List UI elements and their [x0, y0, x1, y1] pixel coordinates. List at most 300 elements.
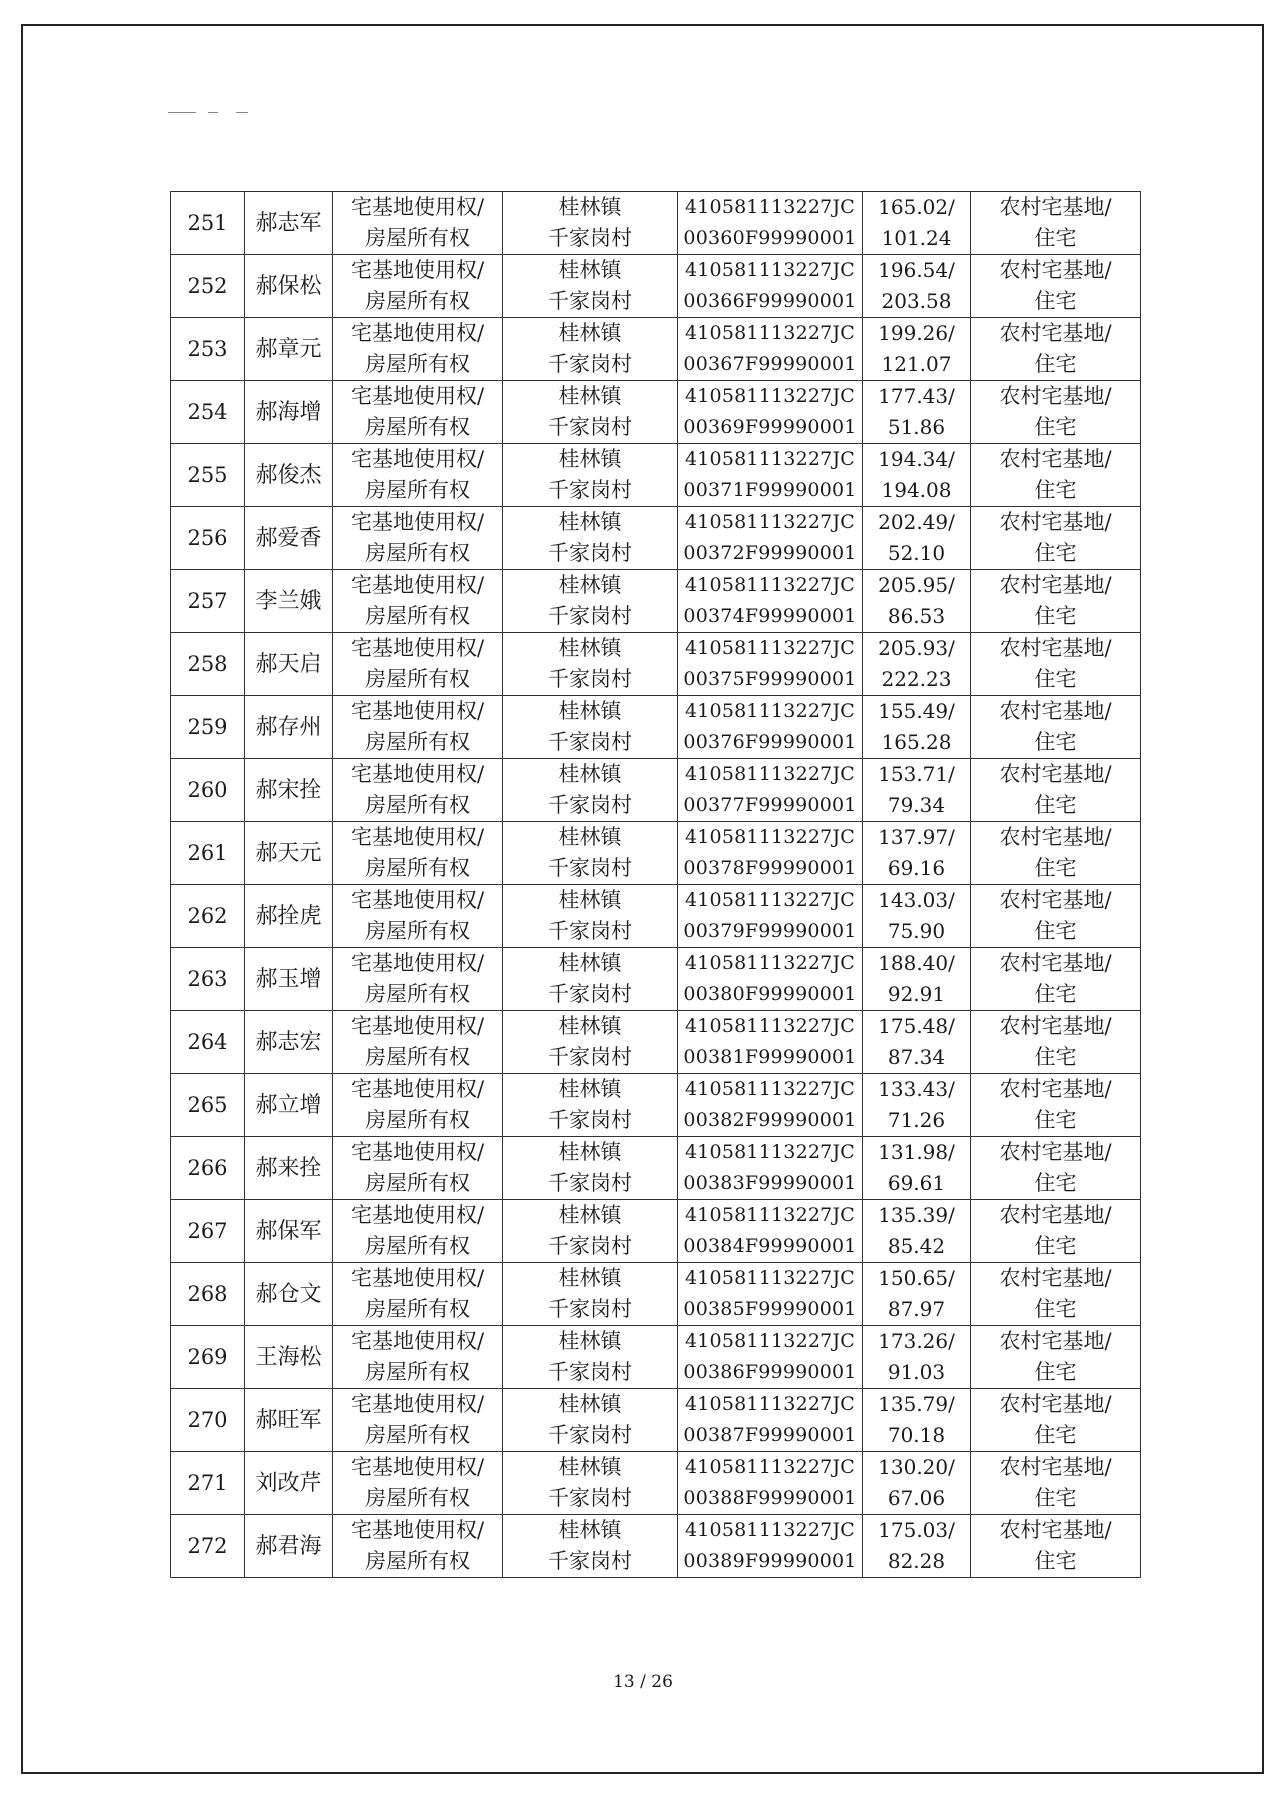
unit-code-line: 410581113227JC [684, 1015, 855, 1037]
usage-line: 农村宅基地/ [999, 195, 1112, 219]
unit-code-line: 410581113227JC [684, 448, 855, 470]
area-cell [863, 696, 971, 759]
location-line: 千家岗村 [548, 982, 632, 1006]
area-line: 175.48/ [878, 1014, 955, 1038]
area-line: 87.97 [887, 1297, 946, 1321]
location-line: 桂林镇 [558, 510, 622, 534]
location-line: 桂林镇 [558, 447, 622, 471]
table-row [171, 1200, 1141, 1263]
table-row [171, 948, 1141, 1011]
location-cell [503, 1515, 678, 1578]
unit-code-line: 00387F99990001 [683, 1424, 857, 1446]
owner-name-cell: 郝志军 [245, 192, 333, 255]
area-line: 135.79/ [878, 1392, 955, 1416]
unit-code-line: 410581113227JC [684, 511, 855, 533]
usage-line: 农村宅基地/ [999, 447, 1112, 471]
location-line: 桂林镇 [558, 573, 622, 597]
owner-name-cell: 郝拴虎 [245, 885, 333, 948]
usage-cell [971, 1137, 1141, 1200]
area-line: 175.03/ [878, 1518, 955, 1542]
location-line: 桂林镇 [558, 1140, 622, 1164]
right-type-line: 房屋所有权 [365, 667, 470, 691]
usage-line: 住宅 [1034, 415, 1077, 439]
usage-cell [971, 948, 1141, 1011]
record-number-cell: 252 [171, 255, 245, 318]
area-line: 177.43/ [878, 384, 955, 408]
right-type-line: 房屋所有权 [365, 1360, 470, 1384]
unit-code-line: 410581113227JC [684, 952, 855, 974]
right-type-line: 房屋所有权 [365, 982, 470, 1006]
location-line: 千家岗村 [548, 793, 632, 817]
usage-line: 住宅 [1034, 1045, 1077, 1069]
right-type-cell [333, 192, 503, 255]
unit-code-cell [678, 1263, 863, 1326]
unit-code-cell [678, 1452, 863, 1515]
table-row [171, 444, 1141, 507]
right-type-line: 房屋所有权 [365, 478, 470, 502]
unit-code-line: 00366F99990001 [683, 290, 857, 312]
usage-line: 农村宅基地/ [999, 1392, 1112, 1416]
location-line: 千家岗村 [548, 1108, 632, 1132]
usage-cell [971, 1263, 1141, 1326]
area-cell [863, 1452, 971, 1515]
table-row [171, 1011, 1141, 1074]
right-type-cell [333, 255, 503, 318]
area-cell [863, 1263, 971, 1326]
unit-code-cell [678, 570, 863, 633]
unit-code-line: 410581113227JC [684, 1204, 855, 1226]
area-line: 92.91 [887, 982, 946, 1006]
usage-line: 农村宅基地/ [999, 573, 1112, 597]
location-line: 桂林镇 [558, 1329, 622, 1353]
area-line: 137.97/ [878, 825, 955, 849]
usage-line: 农村宅基地/ [999, 762, 1112, 786]
right-type-line: 宅基地使用权/ [350, 1140, 485, 1164]
location-cell [503, 1263, 678, 1326]
location-cell [503, 192, 678, 255]
record-number-cell: 266 [171, 1137, 245, 1200]
right-type-line: 房屋所有权 [365, 793, 470, 817]
area-line: 202.49/ [878, 510, 955, 534]
record-number-cell: 254 [171, 381, 245, 444]
table-row [171, 192, 1141, 255]
unit-code-line: 00360F99990001 [683, 227, 857, 249]
right-type-cell [333, 1389, 503, 1452]
unit-code-line: 00384F99990001 [683, 1235, 857, 1257]
table-row [171, 822, 1141, 885]
location-cell [503, 1011, 678, 1074]
owner-name-cell: 郝仓文 [245, 1263, 333, 1326]
location-line: 千家岗村 [548, 1045, 632, 1069]
unit-code-line: 410581113227JC [684, 259, 855, 281]
right-type-line: 房屋所有权 [365, 289, 470, 313]
usage-line: 农村宅基地/ [999, 951, 1112, 975]
record-number-cell: 261 [171, 822, 245, 885]
usage-line: 农村宅基地/ [999, 1014, 1112, 1038]
table-row [171, 1515, 1141, 1578]
record-number-cell: 253 [171, 318, 245, 381]
area-line: 87.34 [887, 1045, 946, 1069]
record-number-cell: 265 [171, 1074, 245, 1137]
area-line: 153.71/ [878, 762, 955, 786]
location-cell [503, 570, 678, 633]
right-type-cell [333, 822, 503, 885]
area-line: 135.39/ [878, 1203, 955, 1227]
right-type-line: 房屋所有权 [365, 1297, 470, 1321]
usage-line: 住宅 [1034, 1171, 1077, 1195]
area-cell [863, 822, 971, 885]
location-line: 千家岗村 [548, 604, 632, 628]
location-line: 千家岗村 [548, 667, 632, 691]
location-line: 桂林镇 [558, 762, 622, 786]
usage-cell [971, 1452, 1141, 1515]
location-cell [503, 1389, 678, 1452]
usage-cell [971, 1515, 1141, 1578]
usage-line: 住宅 [1034, 352, 1077, 376]
scan-artifact-mark [236, 112, 248, 113]
location-cell [503, 885, 678, 948]
usage-line: 农村宅基地/ [999, 384, 1112, 408]
unit-code-cell [678, 1200, 863, 1263]
right-type-line: 宅基地使用权/ [350, 1392, 485, 1416]
unit-code-line: 00386F99990001 [683, 1361, 857, 1383]
area-line: 121.07 [881, 352, 952, 376]
owner-name-cell: 郝宋拴 [245, 759, 333, 822]
table-row [171, 507, 1141, 570]
unit-code-line: 410581113227JC [684, 1078, 855, 1100]
unit-code-line: 00376F99990001 [683, 731, 857, 753]
unit-code-cell [678, 696, 863, 759]
unit-code-line: 00381F99990001 [683, 1046, 857, 1068]
area-cell [863, 255, 971, 318]
unit-code-line: 410581113227JC [684, 637, 855, 659]
location-cell [503, 1074, 678, 1137]
scan-artifact-mark [208, 112, 218, 113]
owner-name-cell: 郝存州 [245, 696, 333, 759]
unit-code-line: 410581113227JC [684, 1141, 855, 1163]
records-body [171, 192, 1141, 1578]
unit-code-line: 00372F99990001 [683, 542, 857, 564]
right-type-line: 宅基地使用权/ [350, 1014, 485, 1038]
usage-line: 住宅 [1034, 1108, 1077, 1132]
location-line: 桂林镇 [558, 888, 622, 912]
record-number-cell: 251 [171, 192, 245, 255]
right-type-line: 宅基地使用权/ [350, 699, 485, 723]
usage-cell [971, 381, 1141, 444]
area-line: 131.98/ [878, 1140, 955, 1164]
location-cell [503, 948, 678, 1011]
area-line: 82.28 [887, 1549, 946, 1573]
area-line: 196.54/ [878, 258, 955, 282]
record-number-cell: 262 [171, 885, 245, 948]
unit-code-cell [678, 822, 863, 885]
location-cell [503, 759, 678, 822]
usage-cell [971, 696, 1141, 759]
usage-line: 住宅 [1034, 604, 1077, 628]
unit-code-line: 410581113227JC [684, 1330, 855, 1352]
unit-code-line: 410581113227JC [684, 385, 855, 407]
unit-code-line: 410581113227JC [684, 1267, 855, 1289]
usage-cell [971, 1011, 1141, 1074]
record-number-cell: 257 [171, 570, 245, 633]
record-number-cell: 260 [171, 759, 245, 822]
right-type-cell [333, 1263, 503, 1326]
location-line: 千家岗村 [548, 730, 632, 754]
location-line: 千家岗村 [548, 1423, 632, 1447]
right-type-line: 房屋所有权 [365, 415, 470, 439]
usage-cell [971, 885, 1141, 948]
unit-code-line: 410581113227JC [684, 700, 855, 722]
usage-line: 农村宅基地/ [999, 825, 1112, 849]
right-type-line: 宅基地使用权/ [350, 573, 485, 597]
area-line: 69.16 [887, 856, 946, 880]
area-cell [863, 570, 971, 633]
right-type-line: 房屋所有权 [365, 919, 470, 943]
area-line: 205.95/ [878, 573, 955, 597]
location-line: 千家岗村 [548, 478, 632, 502]
usage-line: 农村宅基地/ [999, 1329, 1112, 1353]
usage-cell [971, 507, 1141, 570]
right-type-cell [333, 948, 503, 1011]
usage-cell [971, 318, 1141, 381]
unit-code-line: 00389F99990001 [683, 1550, 857, 1572]
usage-line: 住宅 [1034, 1234, 1077, 1258]
area-cell [863, 759, 971, 822]
area-line: 188.40/ [878, 951, 955, 975]
area-line: 133.43/ [878, 1077, 955, 1101]
record-number-cell: 269 [171, 1326, 245, 1389]
usage-cell [971, 570, 1141, 633]
unit-code-line: 410581113227JC [684, 322, 855, 344]
area-cell [863, 1011, 971, 1074]
right-type-cell [333, 1200, 503, 1263]
unit-code-cell [678, 192, 863, 255]
unit-code-cell [678, 1515, 863, 1578]
usage-line: 农村宅基地/ [999, 636, 1112, 660]
area-line: 130.20/ [878, 1455, 955, 1479]
table-row [171, 885, 1141, 948]
area-cell [863, 1389, 971, 1452]
owner-name-cell: 郝来拴 [245, 1137, 333, 1200]
right-type-line: 宅基地使用权/ [350, 195, 485, 219]
unit-code-line: 00380F99990001 [683, 983, 857, 1005]
unit-code-cell [678, 1137, 863, 1200]
unit-code-cell [678, 1074, 863, 1137]
unit-code-line: 00371F99990001 [683, 479, 857, 501]
area-line: 91.03 [887, 1360, 946, 1384]
usage-line: 住宅 [1034, 1297, 1077, 1321]
right-type-cell [333, 1137, 503, 1200]
area-cell [863, 1515, 971, 1578]
right-type-line: 宅基地使用权/ [350, 1518, 485, 1542]
right-type-line: 房屋所有权 [365, 541, 470, 565]
table-row [171, 696, 1141, 759]
table-row [171, 759, 1141, 822]
right-type-line: 宅基地使用权/ [350, 636, 485, 660]
unit-code-line: 00379F99990001 [683, 920, 857, 942]
location-cell [503, 1137, 678, 1200]
location-line: 千家岗村 [548, 1171, 632, 1195]
location-line: 千家岗村 [548, 1486, 632, 1510]
right-type-line: 宅基地使用权/ [350, 321, 485, 345]
usage-line: 农村宅基地/ [999, 1077, 1112, 1101]
usage-line: 住宅 [1034, 226, 1077, 250]
area-line: 165.02/ [878, 195, 955, 219]
unit-code-line: 410581113227JC [684, 1519, 855, 1541]
area-line: 165.28 [881, 730, 952, 754]
area-line: 194.08 [881, 478, 952, 502]
area-line: 79.34 [887, 793, 946, 817]
right-type-line: 房屋所有权 [365, 730, 470, 754]
usage-line: 住宅 [1034, 667, 1077, 691]
right-type-cell [333, 1515, 503, 1578]
right-type-line: 宅基地使用权/ [350, 1266, 485, 1290]
unit-code-line: 00383F99990001 [683, 1172, 857, 1194]
unit-code-cell [678, 444, 863, 507]
owner-name-cell: 郝旺军 [245, 1389, 333, 1452]
owner-name-cell: 郝志宏 [245, 1011, 333, 1074]
usage-line: 住宅 [1034, 1423, 1077, 1447]
unit-code-cell [678, 1011, 863, 1074]
unit-code-cell [678, 507, 863, 570]
area-cell [863, 1074, 971, 1137]
location-line: 桂林镇 [558, 1203, 622, 1227]
area-line: 71.26 [887, 1108, 946, 1132]
right-type-line: 房屋所有权 [365, 1234, 470, 1258]
location-line: 桂林镇 [558, 384, 622, 408]
usage-cell [971, 822, 1141, 885]
right-type-cell [333, 444, 503, 507]
location-line: 桂林镇 [558, 825, 622, 849]
area-cell [863, 507, 971, 570]
record-number-cell: 268 [171, 1263, 245, 1326]
unit-code-line: 00378F99990001 [683, 857, 857, 879]
unit-code-cell [678, 759, 863, 822]
right-type-line: 宅基地使用权/ [350, 384, 485, 408]
usage-line: 农村宅基地/ [999, 510, 1112, 534]
usage-line: 住宅 [1034, 793, 1077, 817]
area-line: 199.26/ [878, 321, 955, 345]
location-line: 千家岗村 [548, 352, 632, 376]
record-number-cell: 258 [171, 633, 245, 696]
unit-code-line: 00367F99990001 [683, 353, 857, 375]
usage-line: 农村宅基地/ [999, 1203, 1112, 1227]
owner-name-cell: 郝爱香 [245, 507, 333, 570]
right-type-line: 房屋所有权 [365, 856, 470, 880]
area-line: 222.23 [881, 667, 952, 691]
table-row [171, 1326, 1141, 1389]
usage-line: 住宅 [1034, 1486, 1077, 1510]
right-type-cell [333, 1074, 503, 1137]
location-line: 千家岗村 [548, 541, 632, 565]
unit-code-line: 00375F99990001 [683, 668, 857, 690]
right-type-line: 宅基地使用权/ [350, 1077, 485, 1101]
table-row [171, 1452, 1141, 1515]
table-row [171, 1074, 1141, 1137]
area-cell [863, 1137, 971, 1200]
right-type-line: 房屋所有权 [365, 1486, 470, 1510]
location-cell [503, 255, 678, 318]
location-line: 桂林镇 [558, 951, 622, 975]
record-number-cell: 264 [171, 1011, 245, 1074]
unit-code-cell [678, 633, 863, 696]
owner-name-cell: 郝俊杰 [245, 444, 333, 507]
right-type-line: 宅基地使用权/ [350, 1455, 485, 1479]
location-line: 千家岗村 [548, 1360, 632, 1384]
unit-code-line: 410581113227JC [684, 1393, 855, 1415]
record-number-cell: 255 [171, 444, 245, 507]
location-cell [503, 696, 678, 759]
location-cell [503, 633, 678, 696]
area-line: 155.49/ [878, 699, 955, 723]
area-line: 173.26/ [878, 1329, 955, 1353]
area-line: 203.58 [881, 289, 952, 313]
area-line: 70.18 [887, 1423, 946, 1447]
unit-code-cell [678, 318, 863, 381]
usage-cell [971, 255, 1141, 318]
area-cell [863, 1326, 971, 1389]
unit-code-line: 00385F99990001 [683, 1298, 857, 1320]
usage-cell [971, 192, 1141, 255]
unit-code-cell [678, 948, 863, 1011]
location-cell [503, 507, 678, 570]
area-line: 150.65/ [878, 1266, 955, 1290]
unit-code-line: 410581113227JC [684, 196, 855, 218]
area-cell [863, 885, 971, 948]
right-type-line: 房屋所有权 [365, 1423, 470, 1447]
location-line: 千家岗村 [548, 856, 632, 880]
owner-name-cell: 郝保军 [245, 1200, 333, 1263]
area-line: 75.90 [887, 919, 946, 943]
right-type-line: 房屋所有权 [365, 352, 470, 376]
location-cell [503, 1452, 678, 1515]
location-cell [503, 1200, 678, 1263]
right-type-line: 房屋所有权 [365, 1549, 470, 1573]
owner-name-cell: 刘改芹 [245, 1452, 333, 1515]
table-row [171, 255, 1141, 318]
location-line: 桂林镇 [558, 195, 622, 219]
area-line: 69.61 [887, 1171, 946, 1195]
location-line: 千家岗村 [548, 1549, 632, 1573]
area-line: 86.53 [887, 604, 946, 628]
right-type-cell [333, 696, 503, 759]
area-cell [863, 948, 971, 1011]
record-number-cell: 270 [171, 1389, 245, 1452]
owner-name-cell: 郝天启 [245, 633, 333, 696]
usage-line: 农村宅基地/ [999, 1455, 1112, 1479]
location-line: 千家岗村 [548, 919, 632, 943]
unit-code-cell [678, 1389, 863, 1452]
table-row [171, 381, 1141, 444]
right-type-line: 宅基地使用权/ [350, 762, 485, 786]
right-type-line: 房屋所有权 [365, 1045, 470, 1069]
page-number: 13 / 26 [613, 1672, 673, 1692]
area-line: 194.34/ [878, 447, 955, 471]
unit-code-line: 410581113227JC [684, 1456, 855, 1478]
location-line: 千家岗村 [548, 1297, 632, 1321]
right-type-cell [333, 570, 503, 633]
right-type-line: 宅基地使用权/ [350, 888, 485, 912]
usage-line: 农村宅基地/ [999, 1266, 1112, 1290]
location-cell [503, 1326, 678, 1389]
location-line: 千家岗村 [548, 415, 632, 439]
usage-line: 农村宅基地/ [999, 1140, 1112, 1164]
usage-cell [971, 759, 1141, 822]
unit-code-cell [678, 1326, 863, 1389]
right-type-line: 宅基地使用权/ [350, 1203, 485, 1227]
right-type-cell [333, 381, 503, 444]
location-cell [503, 444, 678, 507]
